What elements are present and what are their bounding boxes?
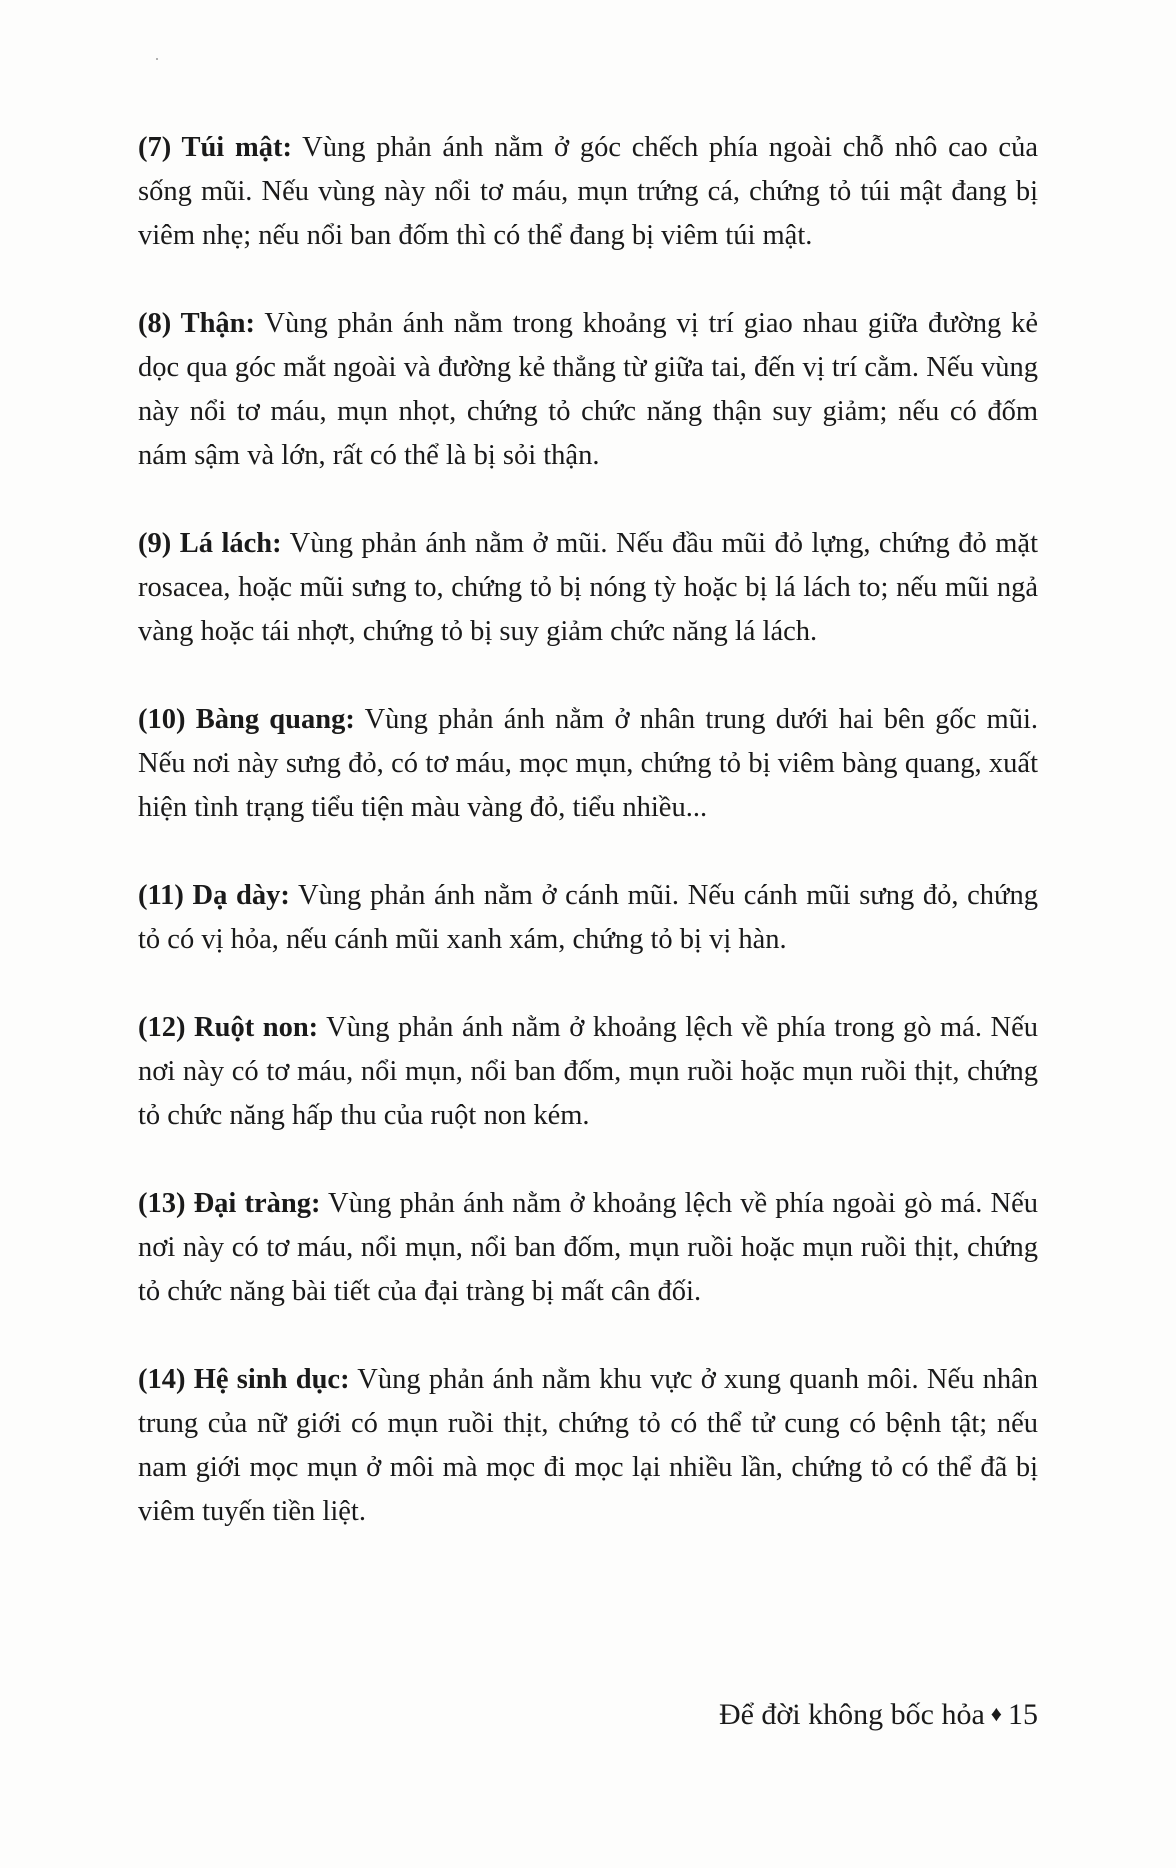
entry-text: Vùng phản ánh nằm trong khoảng vị trí giao nhau giữa đường kẻ dọc qua góc mắt ngoài và đường kẻ thẳng từ giữa tai, đến vị trí cằm. Nếu vùng này nổi tơ máu, mụn nhọt, chứng tỏ chức năng thận suy giảm; nếu có đốm nám sậm và lớn, rất có thể là bị sỏi thận. — [138, 308, 1039, 471]
page-number: 15 — [1008, 1698, 1038, 1731]
entry-text: Vùng phản ánh nằm ở góc chếch phía ngoài chỗ nhô cao của sống mũi. Nếu vùng này nổi tơ máu, mụn trứng cá, chứng tỏ túi mật đang bị viêm nhẹ; nếu nổi ban đốm thì có thể đang bị viêm túi mật. — [138, 132, 1038, 251]
entry-tui-mat — [138, 126, 1038, 258]
entry-term: (14) Hệ sinh dục: — [138, 1364, 350, 1395]
entry-text: Vùng phản ánh nằm ở khoảng lệch về phía trong gò má. Nếu nơi này có tơ máu, nổi mụn, nổi ban đốm, mụn ruồi hoặc mụn ruồi thịt, chứng tỏ chức năng hấp thu của ruột non kém. — [138, 1012, 1038, 1131]
book-title: Để đời không bốc hỏa — [718, 1698, 985, 1731]
body-text — [138, 126, 1038, 1578]
entry-text: Vùng phản ánh nằm ở khoảng lệch về phía ngoài gò má. Nếu nơi này có tơ máu, nổi mụn, nổi ban đốm, mụn ruồi hoặc mụn ruồi thịt, chứng tỏ chức năng bài tiết của đại tràng bị mất cân đối. — [138, 1188, 1038, 1307]
entry-text: Vùng phản ánh nằm ở mũi. Nếu đầu mũi đỏ lựng, chứng đỏ mặt rosacea, hoặc mũi sưng to, chứng tỏ bị nóng tỳ hoặc bị lá lách to; nếu mũi ngả vàng hoặc tái nhợt, chứng tỏ bị suy giảm chức năng lá lách. — [138, 528, 1038, 647]
entry-da-day — [138, 874, 1038, 962]
entry-text: Vùng phản ánh nằm khu vực ở xung quanh môi. Nếu nhân trung của nữ giới có mụn ruồi thịt, chứng tỏ có thể tử cung có bệnh tật; nếu nam giới mọc mụn ở môi mà mọc đi mọc lại nhiều lần, chứng tỏ có thể đã bị viêm tuyến tiền liệt. — [138, 1364, 1038, 1527]
entry-term: (12) Ruột non: — [138, 1012, 319, 1043]
entry-bang-quang — [138, 698, 1038, 830]
entry-text: Vùng phản ánh nằm ở nhân trung dưới hai bên gốc mũi. Nếu nơi này sưng đỏ, có tơ máu, mọc mụn, chứng tỏ bị viêm bàng quang, xuất hiện tình trạng tiểu tiện màu vàng đỏ, tiểu nhiều... — [138, 704, 1038, 823]
entry-term: (8) Thận: — [138, 308, 256, 339]
entry-ruot-non — [138, 1006, 1038, 1138]
entry-term: (11) Dạ dày: — [138, 880, 290, 911]
entry-than — [138, 302, 1038, 478]
entry-text: Vùng phản ánh nằm ở cánh mũi. Nếu cánh mũi sưng đỏ, chứng tỏ có vị hỏa, nếu cánh mũi xanh xám, chứng tỏ bị vị hàn. — [138, 880, 1038, 955]
entry-term: (7) Túi mật: — [138, 132, 292, 163]
page-footer — [719, 1694, 1038, 1735]
diamond-separator-icon: ♦ — [990, 1701, 1002, 1726]
entry-he-sinh-duc — [138, 1358, 1038, 1534]
entry-la-lach — [138, 522, 1038, 654]
scan-speck — [156, 58, 158, 60]
entry-term: (9) Lá lách: — [138, 528, 282, 559]
entry-dai-trang — [138, 1182, 1038, 1314]
entry-term: (13) Đại tràng: — [138, 1188, 321, 1219]
entry-term: (10) Bàng quang: — [138, 704, 355, 735]
